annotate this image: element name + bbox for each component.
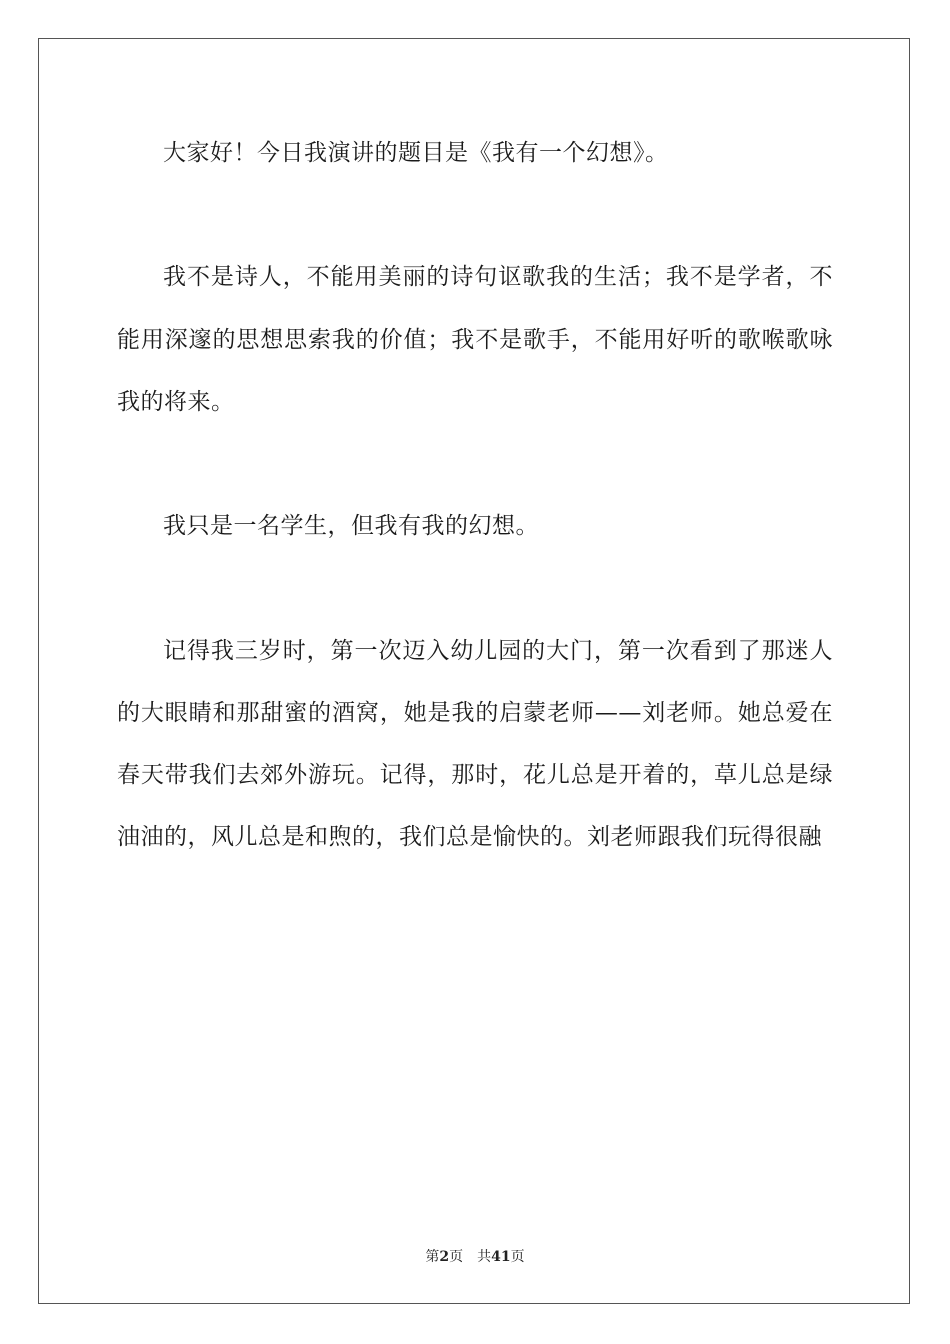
paragraph-student: 我只是一名学生，但我有我的幻想。 [163, 513, 539, 540]
paragraph-not-poet: 我不是诗人，不能用美丽的诗句讴歌我的生活；我不是学者，不能用深邃的思想思索我的价值；我不是歌手，不能用好听的歌喉歌咏我的将来。 [117, 264, 833, 415]
page-footer [0, 1246, 950, 1266]
total-prefix: 共 [477, 1249, 492, 1265]
total-pages: 41 [491, 1249, 511, 1265]
page-suffix: 页 [449, 1249, 464, 1265]
paragraph-greeting: 大家好！今日我演讲的题目是《我有一个幻想》。 [163, 140, 669, 166]
document-body [117, 122, 833, 868]
paragraph-memory: 记得我三岁时，第一次迈入幼儿园的大门，第一次看到了那迷人的大眼睛和那甜蜜的酒窝，她是我的启蒙老师——刘老师。她总爱在春天带我们去郊外游玩。记得，那时，花儿总是开着的，草儿总是绿油油的，风儿总是和煦的，我们总是愉快的。刘老师跟我们玩得很融 [117, 637, 833, 851]
total-suffix: 页 [510, 1249, 525, 1265]
page-prefix: 第 [425, 1249, 440, 1265]
page-number: 2 [439, 1249, 450, 1265]
